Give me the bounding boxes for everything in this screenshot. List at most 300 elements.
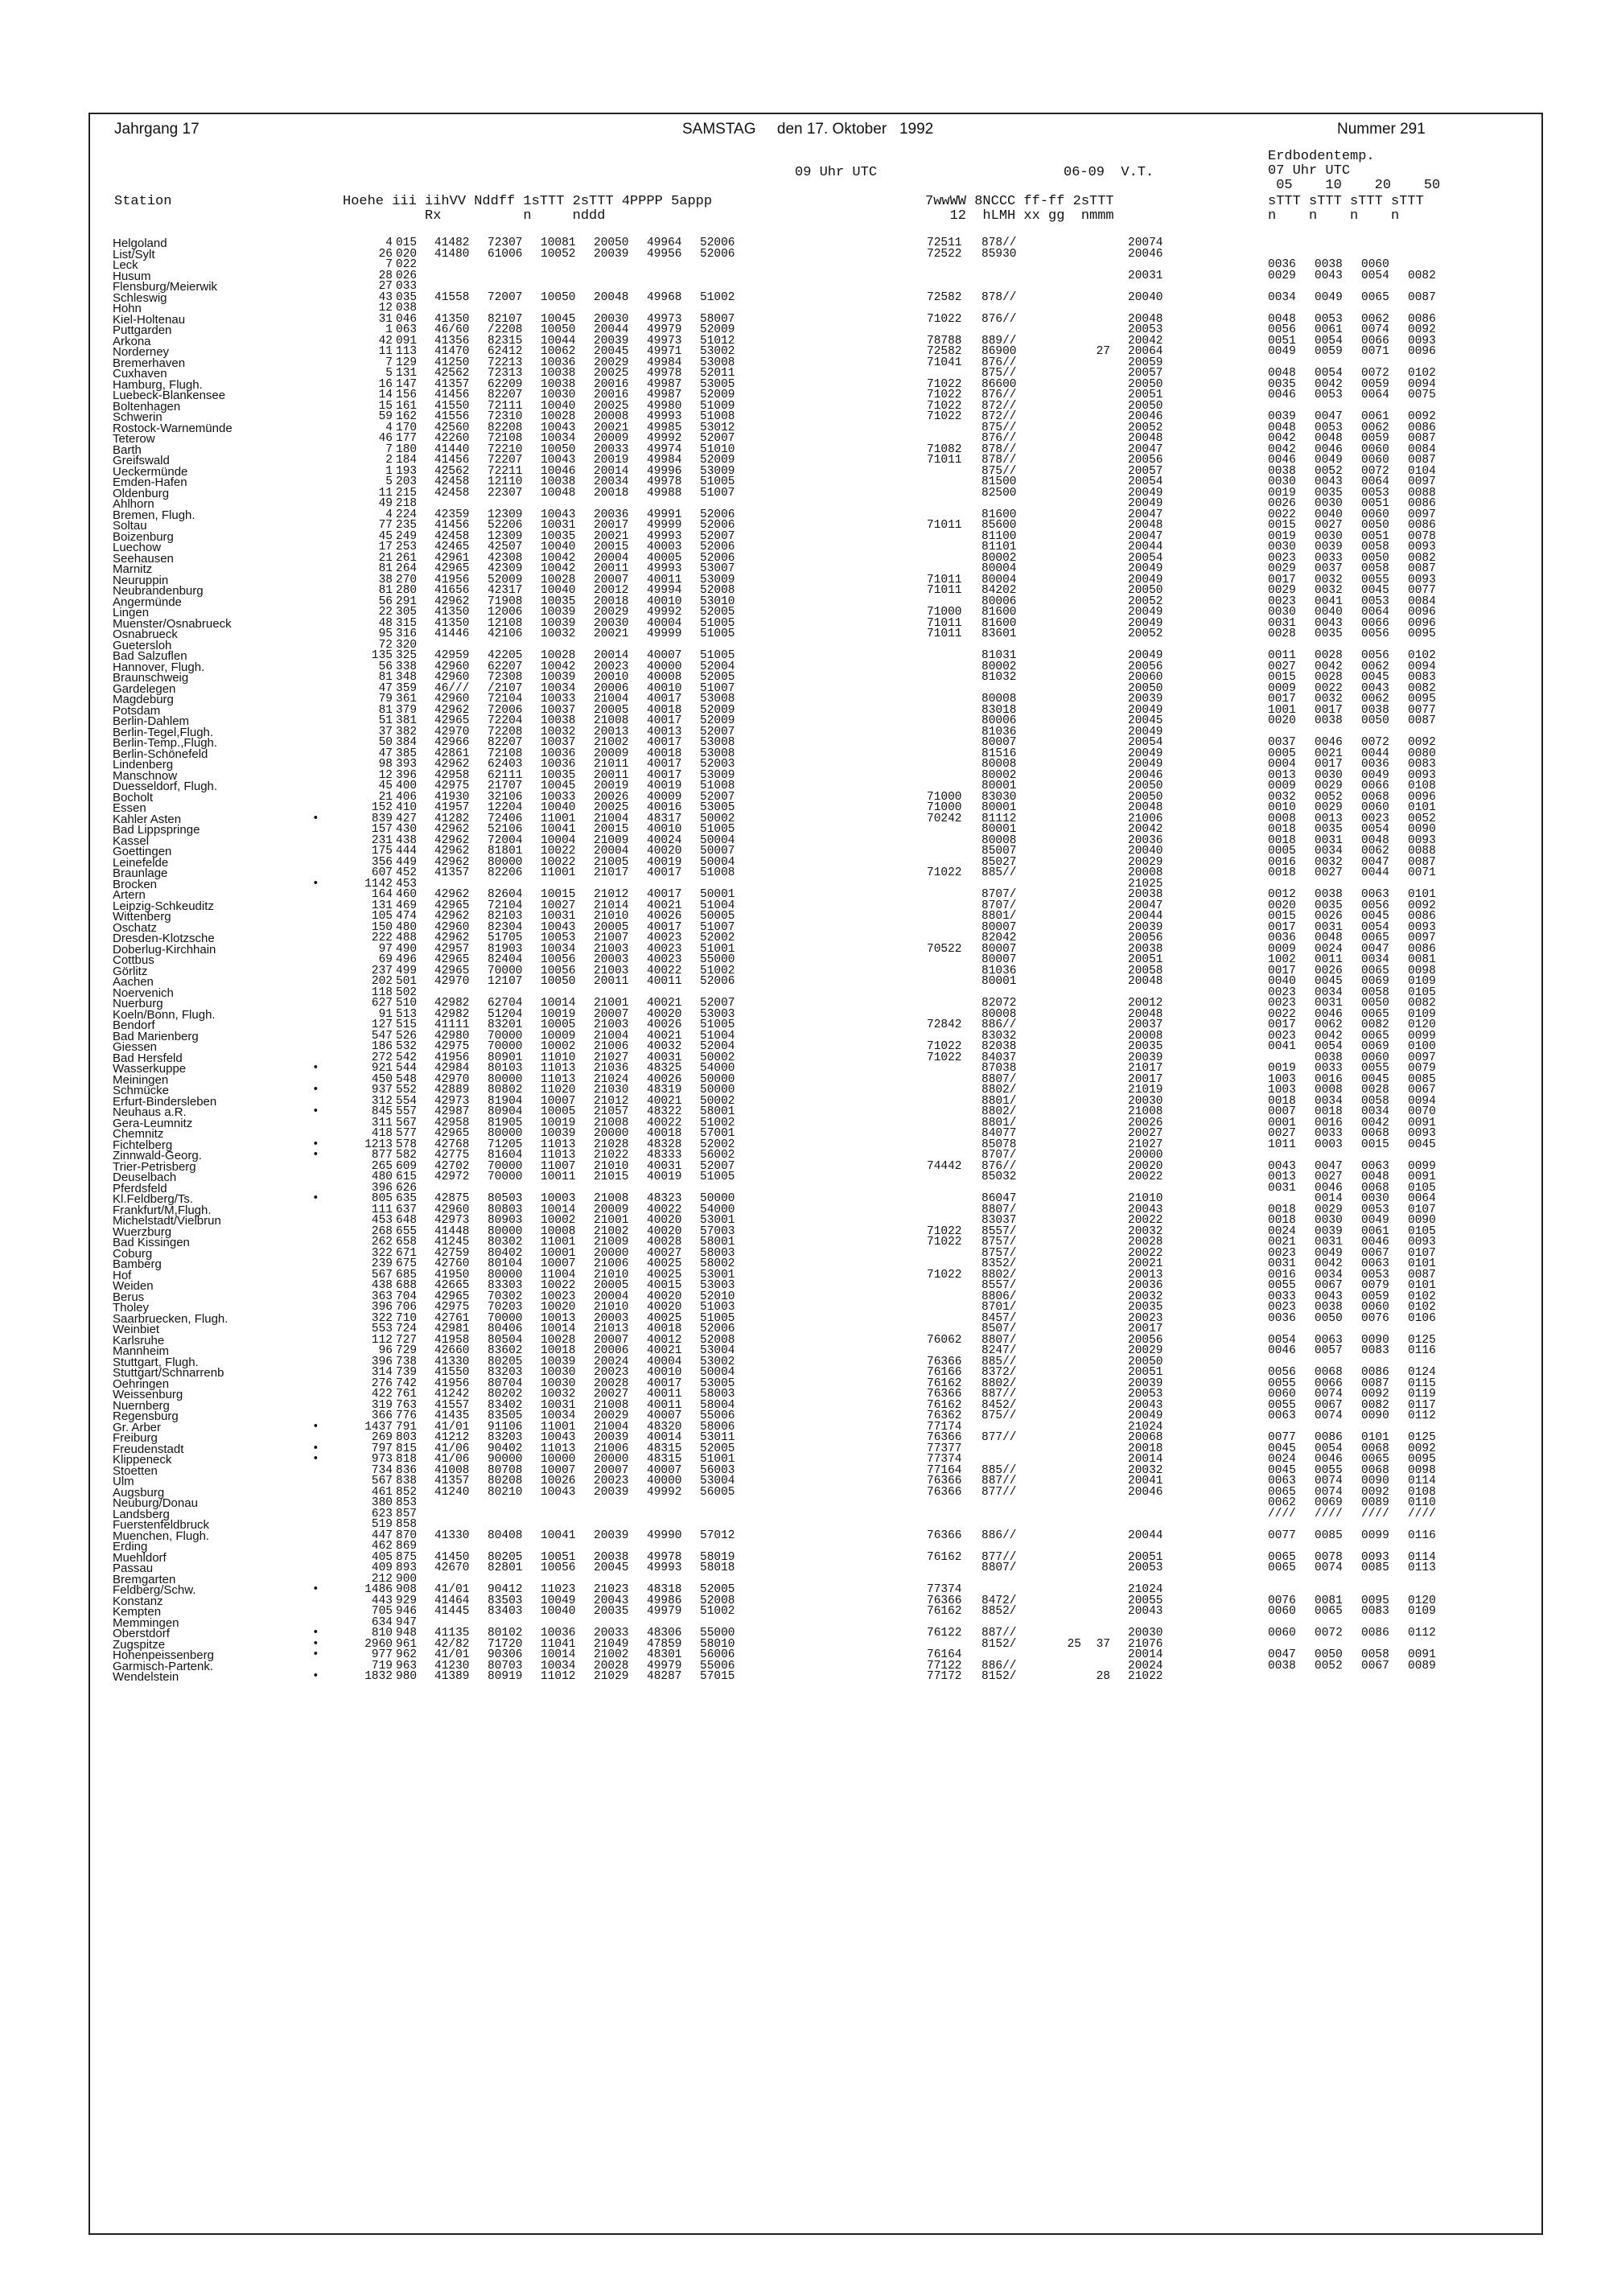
cell-t2: 20013 xyxy=(1128,1268,1163,1282)
cell-g1: 41957 xyxy=(434,801,470,814)
cell-g1: 42975 xyxy=(434,1301,470,1314)
cell-h: 519 xyxy=(371,1518,393,1531)
cell-g1: 42965 xyxy=(434,562,470,575)
cell-iii: 022 xyxy=(396,258,418,271)
cell-iii: 658 xyxy=(396,1236,418,1249)
cell-g6: 54000 xyxy=(700,1203,735,1216)
cell-ww: 70522 xyxy=(927,942,962,956)
cell-g4: 21008 xyxy=(594,714,629,727)
cell-t2: 20043 xyxy=(1128,1203,1163,1216)
cell-nc: 875// xyxy=(981,1409,1017,1422)
cell-h: 12 xyxy=(378,768,393,782)
cell-e3: 0065 xyxy=(1361,290,1389,304)
cell-e3: 0066 xyxy=(1361,616,1389,630)
cell-iii: 203 xyxy=(396,475,418,488)
cell-station: Kiel-Holtenau xyxy=(113,312,186,327)
cell-e1: 0009 xyxy=(1268,780,1296,792)
cell-t2: 21076 xyxy=(1128,1637,1163,1651)
cell-g6: 52006 xyxy=(700,1323,735,1335)
cell-t2: 20049 xyxy=(1128,616,1163,630)
cell-t2: 20050 xyxy=(1128,584,1163,597)
cell-nc: 8701/ xyxy=(981,1301,1017,1314)
cell-g2: 62704 xyxy=(488,997,523,1010)
cell-nc: 885// xyxy=(981,1463,1017,1477)
cell-e4: 0094 xyxy=(1408,377,1436,391)
cell-station: Saarbruecken, Flugh. xyxy=(113,1311,228,1326)
cell-h: 111 xyxy=(371,1203,393,1216)
cell-g4: 20028 xyxy=(594,1376,629,1390)
cell-h: 239 xyxy=(371,1257,393,1270)
cell-iii: 870 xyxy=(396,1529,418,1542)
cell-g6: 55000 xyxy=(700,1627,735,1640)
cell-mark: • xyxy=(312,1149,319,1162)
cell-h: 16 xyxy=(378,377,393,391)
cell-g3: 10028 xyxy=(541,410,576,423)
cell-t2: 20049 xyxy=(1128,703,1163,717)
cell-e1: 0077 xyxy=(1268,1431,1296,1444)
cell-nc: 885// xyxy=(981,1355,1017,1368)
cell-g1: 42861 xyxy=(434,747,470,760)
cell-g1: 41557 xyxy=(434,1398,470,1412)
cell-ww: 77374 xyxy=(927,1583,962,1596)
cell-g6: 56003 xyxy=(700,1463,735,1477)
cell-g1: 42775 xyxy=(434,1149,470,1162)
cell-g3: 10028 xyxy=(541,649,576,662)
cell-t2: 20048 xyxy=(1128,432,1163,445)
cell-g3: 11012 xyxy=(541,1670,576,1683)
soil-temp-title: Erdbodentemp. xyxy=(1268,149,1375,164)
cell-g1: 41350 xyxy=(434,616,470,630)
cell-e3: 0064 xyxy=(1361,389,1389,401)
cell-h: 797 xyxy=(371,1442,393,1455)
cell-t2: 20030 xyxy=(1128,1094,1163,1108)
cell-g4: 21009 xyxy=(594,833,629,847)
cell-iii: 452 xyxy=(396,866,418,879)
cell-t2: 20048 xyxy=(1128,1007,1163,1021)
cell-g6: 52006 xyxy=(700,247,735,261)
table-row xyxy=(113,1140,1529,1151)
cell-g4: 20005 xyxy=(594,1279,629,1292)
cell-iii: 316 xyxy=(396,627,418,640)
cell-e3: 0045 xyxy=(1361,584,1389,597)
cell-h: 21 xyxy=(378,790,393,804)
cell-g3: 10031 xyxy=(541,1398,576,1412)
cell-g3: 10043 xyxy=(541,1431,576,1444)
cell-g5: 49992 xyxy=(647,606,682,619)
cell-g5: 49987 xyxy=(647,389,682,401)
cell-g2: 82801 xyxy=(488,1562,523,1574)
cell-station: Konstanz xyxy=(113,1594,163,1608)
cell-g1: 46/// xyxy=(434,681,470,695)
cell-g4: 20033 xyxy=(594,442,629,456)
cell-iii: 739 xyxy=(396,1366,418,1379)
cell-e3: 0051 xyxy=(1361,497,1389,510)
cell-g1: 41135 xyxy=(434,1627,470,1640)
cell-e1: 0063 xyxy=(1268,1409,1296,1422)
cell-station: Bremerhaven xyxy=(113,356,186,370)
cell-nc: 8802/ xyxy=(981,1268,1017,1282)
cell-g2: 80000 xyxy=(488,1268,523,1282)
cell-g1: 42960 xyxy=(434,693,470,706)
cell-g6: 52009 xyxy=(700,323,735,336)
cell-nc: 886// xyxy=(981,1659,1017,1673)
cell-t2: 20046 xyxy=(1128,768,1163,782)
cell-e2: 0003 xyxy=(1315,1138,1343,1151)
cell-g6: 50001 xyxy=(700,888,735,901)
cell-e3: 0069 xyxy=(1361,1040,1389,1053)
table-row xyxy=(113,1346,1529,1357)
cell-t2: 20022 xyxy=(1128,1246,1163,1260)
cell-nc: 8757/ xyxy=(981,1236,1017,1249)
cell-g2: 80000 xyxy=(488,1224,523,1238)
cell-nc: 82072 xyxy=(981,997,1017,1010)
cell-h: 1142 xyxy=(364,877,393,891)
cell-g2: 70203 xyxy=(488,1301,523,1314)
cell-g3: 10032 xyxy=(541,725,576,739)
cell-g5: 49990 xyxy=(647,1529,682,1542)
cell-nc: 878// xyxy=(981,442,1017,456)
cell-g4: 20000 xyxy=(594,1453,629,1466)
cell-g5: 40017 xyxy=(647,1376,682,1390)
cell-station: Freiburg xyxy=(113,1431,158,1445)
cell-e3: 0038 xyxy=(1361,703,1389,717)
cell-h: 175 xyxy=(371,845,393,858)
cell-e4: 0095 xyxy=(1408,1453,1436,1466)
soil-header-row1: sTTT sTTT sTTT sTTT xyxy=(1268,194,1424,209)
cell-h: 623 xyxy=(371,1507,393,1520)
cell-nc: 8707/ xyxy=(981,1149,1017,1162)
cell-ww: 76162 xyxy=(927,1550,962,1564)
cell-e1: 1002 xyxy=(1268,953,1296,966)
cell-iii: 091 xyxy=(396,334,418,348)
main-header-row1: Hoehe iii iihVV Nddff 1sTTT 2sTTT 4PPPP 5appp xyxy=(343,194,713,209)
cell-e4: 0087 xyxy=(1408,562,1436,575)
cell-h: 356 xyxy=(371,855,393,869)
cell-h: 4 xyxy=(385,421,393,434)
cell-nc: 872// xyxy=(981,410,1017,423)
cell-iii: 578 xyxy=(396,1138,418,1151)
cell-g1: 42760 xyxy=(434,1257,470,1270)
cell-ww: 77174 xyxy=(927,1420,962,1434)
cell-e2: 0057 xyxy=(1315,1344,1343,1357)
cell-g6: 56006 xyxy=(700,1648,735,1661)
table-row xyxy=(113,1672,1529,1683)
cell-ww: 77374 xyxy=(927,1453,962,1466)
cell-h: 462 xyxy=(371,1540,393,1553)
cell-t2: 20044 xyxy=(1128,910,1163,923)
cell-h: 72 xyxy=(378,638,393,652)
cell-e3: 0043 xyxy=(1361,681,1389,695)
cell-e3: 0065 xyxy=(1361,1007,1389,1021)
cell-g4: 20006 xyxy=(594,681,629,695)
cell-g5: 40021 xyxy=(647,1094,682,1108)
cell-iii: 609 xyxy=(396,1159,418,1173)
cell-nc: 8807/ xyxy=(981,1333,1017,1347)
cell-e1: 0019 xyxy=(1268,1062,1296,1075)
cell-e4: 0092 xyxy=(1408,410,1436,423)
cell-e1: 0013 xyxy=(1268,768,1296,782)
cell-e3: 0059 xyxy=(1361,432,1389,445)
cell-e1: 0027 xyxy=(1268,660,1296,673)
cell-e1: 0015 xyxy=(1268,671,1296,684)
cell-e2: 0042 xyxy=(1315,1029,1343,1043)
cell-g1: 41111 xyxy=(434,1018,470,1031)
cell-nc: 86900 xyxy=(981,345,1017,358)
cell-iii: 635 xyxy=(396,1192,418,1205)
cell-g1: 41356 xyxy=(434,334,470,348)
cell-station: Kempten xyxy=(113,1605,162,1619)
cell-g3: 11013 xyxy=(541,1072,576,1086)
cell-mark: • xyxy=(312,877,319,891)
cell-g4: 21014 xyxy=(594,899,629,912)
cell-e3: 0063 xyxy=(1361,1159,1389,1173)
cell-g3: 10039 xyxy=(541,1355,576,1368)
cell-g6: 58004 xyxy=(700,1398,735,1412)
cell-g5: 40011 xyxy=(647,573,682,586)
cell-t2: 20029 xyxy=(1128,1344,1163,1357)
cell-h: 11 xyxy=(378,486,393,500)
cell-g2: 90306 xyxy=(488,1648,523,1661)
cell-g1: 41330 xyxy=(434,1529,470,1542)
cell-e4: 0090 xyxy=(1408,823,1436,836)
cell-iii: 544 xyxy=(396,1062,418,1075)
cell-nc: 875// xyxy=(981,367,1017,380)
cell-g3: 10007 xyxy=(541,1094,576,1108)
cell-e3: 0061 xyxy=(1361,1224,1389,1238)
cell-g5: 40019 xyxy=(647,780,682,792)
cell-e2: 0043 xyxy=(1315,1290,1343,1303)
cell-g4: 21002 xyxy=(594,1648,629,1661)
cell-g3: 10040 xyxy=(541,399,576,413)
cell-g1: 41656 xyxy=(434,584,470,597)
cell-g3: 11013 xyxy=(541,1442,576,1455)
cell-g1: 41445 xyxy=(434,1605,470,1618)
cell-g6: 51005 xyxy=(700,1171,735,1183)
cell-nc: 84037 xyxy=(981,1051,1017,1064)
cell-e1: 0046 xyxy=(1268,389,1296,401)
cell-h: 135 xyxy=(371,649,393,662)
cell-g3: 10043 xyxy=(541,421,576,434)
cell-g5: 40017 xyxy=(647,758,682,771)
cell-g4: 20019 xyxy=(594,454,629,467)
cell-g2: 70000 xyxy=(488,964,523,977)
cell-iii: 542 xyxy=(396,1051,418,1064)
cell-g5: 40018 xyxy=(647,1323,682,1335)
cell-iii: 875 xyxy=(396,1550,418,1564)
cell-e4: 0092 xyxy=(1408,323,1436,336)
cell-station: Neuruppin xyxy=(113,573,169,587)
cell-g3: 10034 xyxy=(541,942,576,956)
cell-g2: 72308 xyxy=(488,671,523,684)
cell-iii: 015 xyxy=(396,237,418,249)
cell-iii: 857 xyxy=(396,1507,418,1520)
cell-station: Bremen, Flugh. xyxy=(113,508,195,522)
cell-e3: 0058 xyxy=(1361,541,1389,553)
cell-e2: 0030 xyxy=(1315,529,1343,543)
cell-iii: 147 xyxy=(396,377,418,391)
cell-g2: 71720 xyxy=(488,1637,523,1651)
cell-g1: 42670 xyxy=(434,1562,470,1574)
cell-t2: 20017 xyxy=(1128,1323,1163,1335)
cell-g6: 58010 xyxy=(700,1637,735,1651)
cell-e4: 0087 xyxy=(1408,1268,1436,1282)
cell-e3: 0079 xyxy=(1361,1279,1389,1292)
cell-nc: 81101 xyxy=(981,541,1017,553)
cell-g4: 20030 xyxy=(594,312,629,326)
cell-g4: 20021 xyxy=(594,627,629,640)
cell-g2: 72004 xyxy=(488,833,523,847)
cell-iii: 396 xyxy=(396,768,418,782)
cell-g3: 11013 xyxy=(541,1062,576,1075)
cell-g4: 21010 xyxy=(594,910,629,923)
cell-station: Husum xyxy=(113,269,151,283)
cell-e1: 0076 xyxy=(1268,1594,1296,1607)
cell-iii: 548 xyxy=(396,1072,418,1086)
cell-g2: 72108 xyxy=(488,432,523,445)
cell-e3: 0056 xyxy=(1361,899,1389,912)
cell-e4: 0107 xyxy=(1408,1246,1436,1260)
cell-e4: 0082 xyxy=(1408,997,1436,1010)
cell-station: Feldberg/Schw. xyxy=(113,1583,196,1597)
cell-nc: 81500 xyxy=(981,475,1017,488)
cell-g6: 52005 xyxy=(700,1583,735,1596)
cell-e4: 0112 xyxy=(1408,1627,1436,1640)
cell-nc: 878// xyxy=(981,454,1017,467)
cell-g3: 10008 xyxy=(541,1224,576,1238)
cell-e3: 0048 xyxy=(1361,833,1389,847)
cell-g3: 10034 xyxy=(541,1409,576,1422)
cell-e2: 0026 xyxy=(1315,964,1343,977)
cell-e4: 0108 xyxy=(1408,1485,1436,1499)
cell-e3: 0062 xyxy=(1361,312,1389,326)
cell-t2: 20050 xyxy=(1128,377,1163,391)
cell-nc: 83032 xyxy=(981,1029,1017,1043)
cell-mark: • xyxy=(312,1453,319,1466)
cell-e3: 0034 xyxy=(1361,1105,1389,1118)
cell-g1: 42958 xyxy=(434,1116,470,1129)
cell-g4: 20029 xyxy=(594,1409,629,1422)
cell-nc: 81600 xyxy=(981,508,1017,521)
cell-g1: 41456 xyxy=(434,519,470,532)
cell-iii: 291 xyxy=(396,595,418,608)
cell-t2: 21019 xyxy=(1128,1084,1163,1097)
cell-e4: 0084 xyxy=(1408,595,1436,608)
cell-h: 164 xyxy=(371,888,393,901)
cell-h: 11 xyxy=(378,345,393,358)
cell-iii: 427 xyxy=(396,812,418,825)
cell-h: 49 xyxy=(378,497,393,510)
cell-g1: 42970 xyxy=(434,1072,470,1086)
cell-e1: 0065 xyxy=(1268,1485,1296,1499)
cell-e4: 0120 xyxy=(1408,1018,1436,1031)
cell-iii: 253 xyxy=(396,541,418,553)
cell-e3: 0058 xyxy=(1361,1094,1389,1108)
cell-iii: 838 xyxy=(396,1475,418,1487)
cell-g5: 40020 xyxy=(647,1301,682,1314)
cell-g3: 10039 xyxy=(541,606,576,619)
cell-ww: 71011 xyxy=(927,616,962,630)
cell-g5: 49964 xyxy=(647,237,682,249)
table-row xyxy=(113,390,1529,401)
cell-g6: 50004 xyxy=(700,833,735,847)
cell-g2: 82604 xyxy=(488,888,523,901)
cell-g6: 53009 xyxy=(700,768,735,782)
cell-nc: 8802/ xyxy=(981,1376,1017,1390)
cell-nc: 877// xyxy=(981,1485,1017,1499)
cell-t2: 20043 xyxy=(1128,1605,1163,1618)
cell-ww: 76062 xyxy=(927,1333,962,1347)
cell-e4: 0093 xyxy=(1408,334,1436,348)
cell-iii: 449 xyxy=(396,855,418,869)
cell-e2: 0067 xyxy=(1315,1279,1343,1292)
cell-e3: 0068 xyxy=(1361,1442,1389,1455)
cell-e2: 0046 xyxy=(1315,1453,1343,1466)
cell-h: 322 xyxy=(371,1246,393,1260)
cell-g5: 40018 xyxy=(647,703,682,717)
cell-g5: 40023 xyxy=(647,953,682,966)
cell-iii: 359 xyxy=(396,681,418,695)
cell-g1: 41558 xyxy=(434,290,470,304)
cell-e3: 0062 xyxy=(1361,693,1389,706)
cell-e1: 0065 xyxy=(1268,1550,1296,1564)
cell-g2: 82304 xyxy=(488,920,523,934)
cell-e1: 0028 xyxy=(1268,627,1296,640)
cell-iii: 688 xyxy=(396,1279,418,1292)
cell-g4: 20019 xyxy=(594,780,629,792)
cell-h: 12 xyxy=(378,302,393,315)
cell-g6: 50000 xyxy=(700,1072,735,1086)
cell-station: Bad Lippspringe xyxy=(113,823,200,837)
cell-t2: 20043 xyxy=(1128,1398,1163,1412)
cell-station: Neubrandenburg xyxy=(113,584,204,598)
cell-t2: 20042 xyxy=(1128,823,1163,836)
cell-g6: 53011 xyxy=(700,1431,735,1444)
cell-g5: 49988 xyxy=(647,486,682,500)
cell-station: Memmingen xyxy=(113,1615,179,1630)
cell-mark: • xyxy=(312,1084,319,1097)
cell-t2: 20032 xyxy=(1128,1463,1163,1477)
cell-nc: 80007 xyxy=(981,920,1017,934)
cell-e4: 0105 xyxy=(1408,1181,1436,1195)
cell-h: 719 xyxy=(371,1659,393,1673)
cell-ww: 71022 xyxy=(927,1224,962,1238)
cell-g1: 42665 xyxy=(434,1279,470,1292)
cell-iii: 818 xyxy=(396,1453,418,1466)
cell-mark: • xyxy=(312,1637,319,1651)
cell-e1: 0041 xyxy=(1268,1040,1296,1053)
cell-t2: 21008 xyxy=(1128,1105,1163,1118)
cell-iii: 474 xyxy=(396,910,418,923)
cell-g1: 41357 xyxy=(434,866,470,879)
cell-e3: 0060 xyxy=(1361,508,1389,521)
cell-station: Emden-Hafen xyxy=(113,475,187,489)
cell-nc: 81112 xyxy=(981,812,1017,825)
cell-station: Bendorf xyxy=(113,1018,155,1032)
cell-ff: 25 xyxy=(1067,1637,1081,1651)
cell-e3: 0062 xyxy=(1361,845,1389,858)
cell-iii: 513 xyxy=(396,1007,418,1021)
cell-nc: 81600 xyxy=(981,616,1017,630)
cell-g6: 51005 xyxy=(700,475,735,488)
cell-nc: 80004 xyxy=(981,562,1017,575)
cell-g6: 53008 xyxy=(700,747,735,760)
cell-ww: 71022 xyxy=(927,410,962,423)
cell-station: Nuerburg xyxy=(113,997,163,1010)
cell-g4: 21001 xyxy=(594,1214,629,1227)
cell-g5: 49986 xyxy=(647,1594,682,1607)
cell-g6: 53002 xyxy=(700,1355,735,1368)
cell-t2: 20017 xyxy=(1128,1072,1163,1086)
